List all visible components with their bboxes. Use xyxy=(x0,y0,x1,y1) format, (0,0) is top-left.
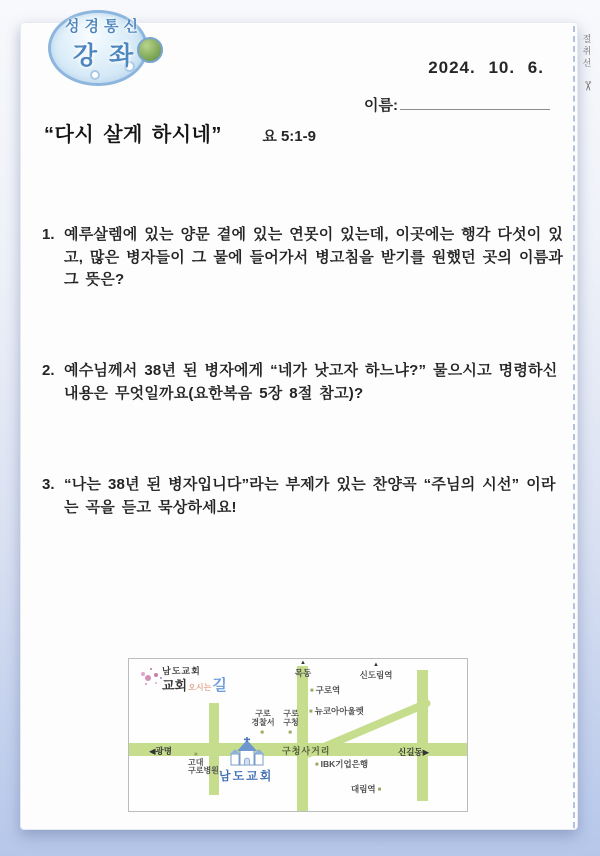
map-label-guro-office: 구로 구청 ■ xyxy=(283,709,299,736)
cut-line-text: 절취선 xyxy=(581,34,592,70)
question-2 xyxy=(42,360,566,405)
question-number: 2. xyxy=(42,362,55,379)
map-church-label: 남도교회 xyxy=(219,769,274,783)
station-marker-icon: ■ xyxy=(309,709,313,715)
scissors-icon: ✂ xyxy=(580,80,595,92)
name-label: 이름: xyxy=(364,97,398,114)
up-arrow-icon: ▲ xyxy=(373,662,379,668)
cut-line-label xyxy=(578,34,596,94)
map-label-guro-police: 구로 경찰서 ■ xyxy=(251,709,275,736)
name-row xyxy=(364,94,550,115)
flower-icon xyxy=(145,675,151,681)
map-label-intersection: 구청사거리 xyxy=(282,746,331,756)
up-arrow-icon: ▲ xyxy=(300,660,306,666)
question-3 xyxy=(42,474,566,519)
question-1 xyxy=(42,224,566,292)
station-marker-icon: ■ xyxy=(377,787,382,793)
question-number: 3. xyxy=(42,476,55,493)
building-marker-icon: ■ xyxy=(288,730,292,736)
cut-dashed-line xyxy=(573,26,575,828)
course-logo xyxy=(40,4,172,96)
church-directions-map xyxy=(128,658,468,812)
title-row xyxy=(44,118,316,147)
map-road-vertical-center xyxy=(297,666,308,812)
map-heading: 교회오시는길 xyxy=(162,677,227,694)
question-text: 예수님께서 38년 된 병자에게 “네가 낫고자 하느냐?” 물으시고 명령하신 내용은 무엇일까요(요한복음 5장 8절 참고)? xyxy=(64,362,558,402)
logo-title-line1: 성경통신 xyxy=(65,18,143,35)
map-label-singildong: 신길동▶ xyxy=(398,747,430,757)
logo-title-line2: 강좌 xyxy=(72,42,146,70)
question-text: 예루살렘에 있는 양문 곁에 있는 연못이 있는데, 이곳에는 행각 다섯이 있 고, 많은 병자들이 그 물에 들어가서 병고침을 받기를 원했던 곳의 이름과 그 뜻은? xyxy=(64,226,564,288)
building-marker-icon: ■ xyxy=(194,752,198,758)
map-road-vertical-right xyxy=(417,670,428,801)
map-label-newcore-outlet: ■ 뉴코아아울렛 xyxy=(309,706,364,716)
question-number: 1. xyxy=(42,226,55,243)
worksheet-title: “다시 살게 하시네” xyxy=(44,124,222,146)
map-label-ibk-bank: ■ IBK기업은행 xyxy=(315,759,369,769)
map-label-sindorim-station: ▲ 신도림역 xyxy=(353,662,399,681)
building-marker-icon: ■ xyxy=(315,762,319,768)
building-marker-icon: ■ xyxy=(260,730,264,736)
name-blank-line xyxy=(400,97,550,110)
map-label-guro-hospital: ■ 고대 구로병원 xyxy=(188,752,219,775)
church-icon xyxy=(228,737,266,767)
map-church-name: 남도교회 xyxy=(162,666,201,676)
scripture-reference: 요 5:1-9 xyxy=(262,128,316,145)
station-marker-icon: ■ xyxy=(310,688,314,694)
question-text: “나는 38년 된 병자입니다”라는 부제가 있는 찬양곡 “주님의 시선” 이라 는 곡을 듣고 묵상하세요! xyxy=(64,476,556,516)
map-label-gwangmyeong: ◀광명 xyxy=(149,746,172,756)
date-text: 2024. 10. 6. xyxy=(428,58,544,77)
map-label-mokdong: ▲ 목동 xyxy=(285,660,321,679)
map-label-guro-station: ■ 구로역 xyxy=(310,685,341,695)
map-label-daerim-station: 대림역 ■ xyxy=(351,784,382,794)
